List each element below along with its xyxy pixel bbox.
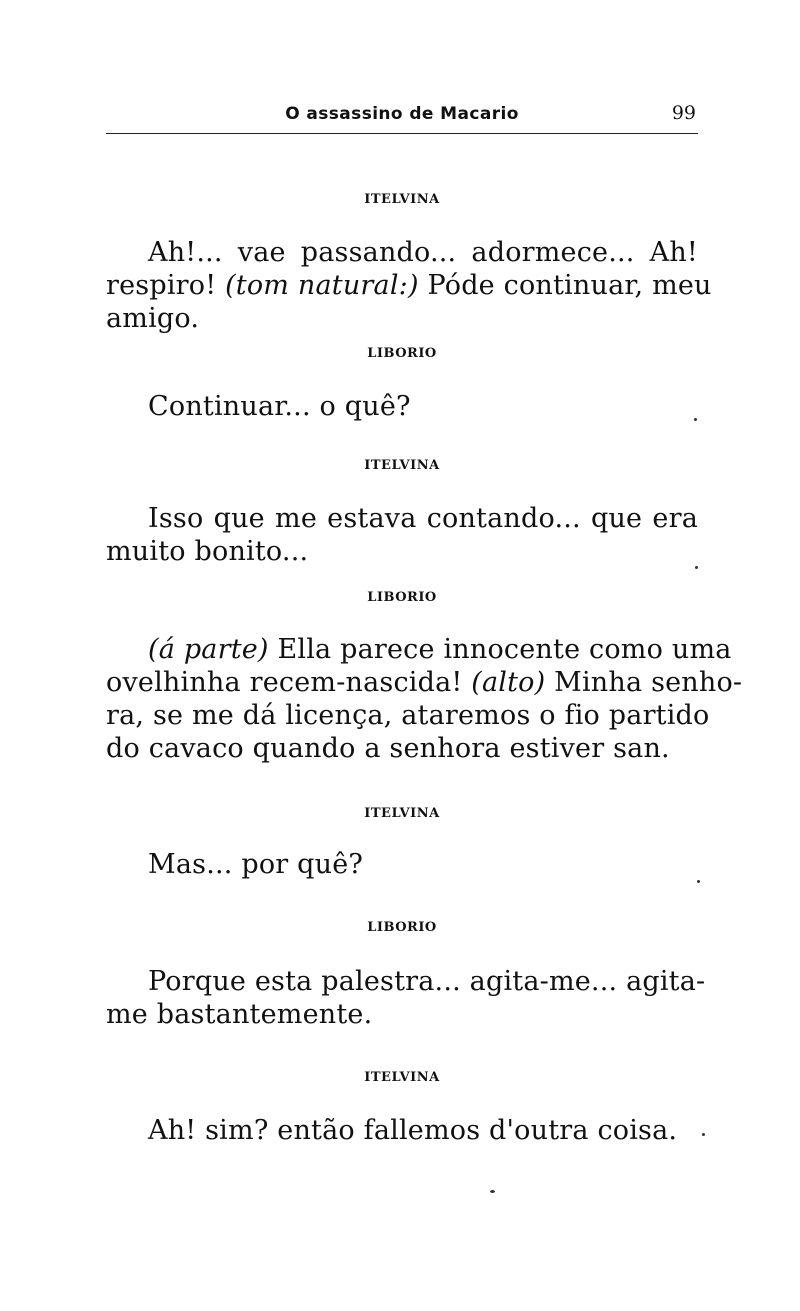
speech-block <box>106 390 698 423</box>
speaker-name: LIBORIO <box>367 590 437 605</box>
speech-line: (á parte) Ella parece innocente como uma <box>148 634 732 665</box>
stage-direction: (alto) <box>471 667 546 698</box>
speech-line: Isso que me estava contando... que era <box>148 503 698 534</box>
scan-speck <box>490 1190 495 1193</box>
scan-speck <box>702 1133 705 1136</box>
stage-direction: (tom natural:) <box>225 270 419 301</box>
speaker-name: ITELVINA <box>364 806 440 821</box>
book-title: O assassino de Macario <box>285 104 519 124</box>
speech-block <box>106 965 706 1031</box>
speech-line: ra, se me dá licença, ataremos o fio partido <box>106 700 710 731</box>
speech-block <box>106 633 743 765</box>
speech-line: me bastantemente. <box>106 999 373 1030</box>
speaker-name: ITELVINA <box>364 1070 440 1085</box>
scan-speck <box>695 566 698 569</box>
speech-line: amigo. <box>106 303 200 334</box>
speech-line: Ah!... vae passando... adormece... Ah! <box>148 237 698 268</box>
speech-line: Continuar... o quê? <box>148 391 411 422</box>
speech-line: Ah! sim? então fallemos d'outra coisa. <box>148 1115 678 1146</box>
running-header <box>106 100 698 130</box>
speech-block <box>106 848 698 881</box>
speech-block <box>106 502 698 568</box>
speaker-name: ITELVINA <box>364 458 440 473</box>
speaker-name: ITELVINA <box>364 192 440 207</box>
speech-line: do cavaco quando a senhora estiver san. <box>106 733 670 764</box>
scan-speck <box>697 880 700 883</box>
scan-speck <box>694 418 697 421</box>
speech-block <box>106 1114 698 1147</box>
speaker-name: LIBORIO <box>367 346 437 361</box>
speech-block <box>106 236 712 335</box>
speaker-name: LIBORIO <box>367 920 437 935</box>
speech-line: respiro! (tom natural:) Póde continuar, meu <box>106 270 712 301</box>
speech-line: ovelhinha recem-nascida! (alto) Minha senho- <box>106 667 743 698</box>
speech-line: Porque esta palestra... agita-me... agita- <box>148 966 706 997</box>
speech-line: muito bonito... <box>106 536 309 567</box>
speech-line: Mas... por quê? <box>148 849 364 880</box>
header-rule <box>106 133 698 134</box>
stage-direction: (á parte) <box>148 634 269 665</box>
page-number: 99 <box>671 102 696 124</box>
